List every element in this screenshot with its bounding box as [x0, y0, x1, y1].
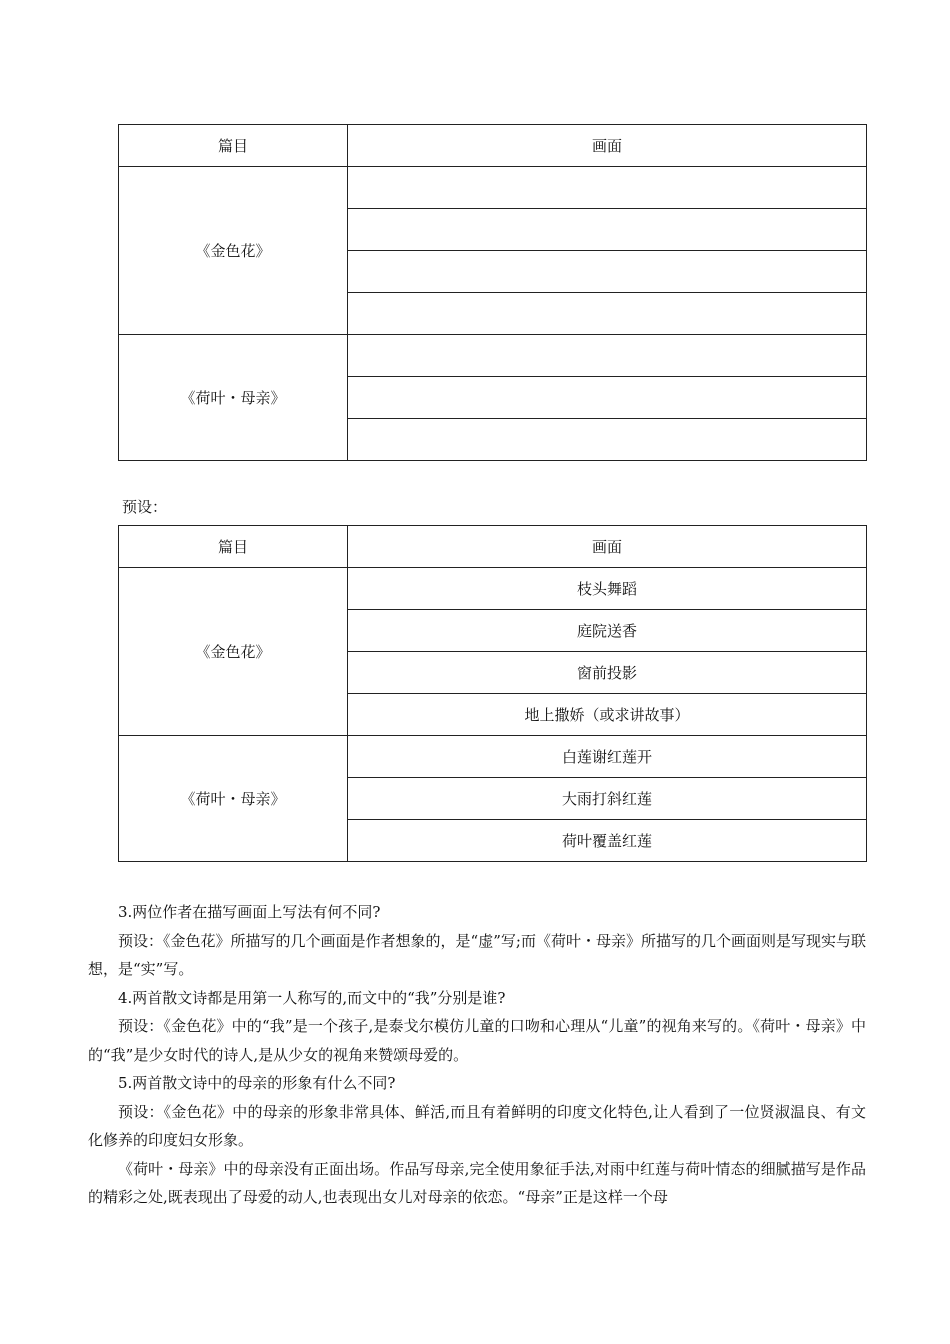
scene-cell: 窗前投影 [348, 652, 867, 694]
blank-answer-cell [348, 377, 867, 419]
answer-5-continued: 《荷叶・母亲》中的母亲没有正面出场。作品写母亲,完全使用象征手法,对雨中红莲与荷叶情态的细腻描写是作品的精彩之处,既表现出了母爱的动人,也表现出女儿对母亲的依恋。“母亲”正是这样一个母 [88, 1159, 866, 1206]
section-title-cell: 《荷叶・母亲》 [119, 335, 348, 461]
blank-answer-cell [348, 335, 867, 377]
header-scene-cell: 画面 [348, 526, 867, 568]
scene-cell: 枝头舞蹈 [348, 568, 867, 610]
table-row [119, 568, 867, 610]
header-title-cell: 篇目 [119, 526, 348, 568]
scene-cell: 地上撒娇（或求讲故事） [348, 694, 867, 736]
question-5: 5.两首散文诗中的母亲的形象有什么不同? [118, 1074, 396, 1092]
answer-3: 预设：《金色花》所描写的几个画面是作者想象的，是“虚”写;而《荷叶・母亲》所描写的几个画面则是写现实与联想，是“实”写。 [88, 931, 866, 978]
question-4: 4.两首散文诗都是用第一人称写的,而文中的“我”分别是谁? [118, 988, 506, 1007]
table-header-row [119, 526, 867, 568]
scene-cell: 荷叶覆盖红莲 [348, 820, 867, 862]
blank-answer-cell [348, 167, 867, 209]
table-row [119, 736, 867, 778]
question-3: 3.两位作者在描写画面上写法有何不同? [118, 903, 381, 921]
blank-answer-cell [348, 419, 867, 461]
scene-cell: 白莲谢红莲开 [348, 736, 867, 778]
body-text [88, 898, 866, 1212]
blank-answer-cell [348, 209, 867, 251]
preset-label: 预设： [122, 498, 168, 516]
table-header-row [119, 125, 867, 167]
blank-answer-cell [348, 251, 867, 293]
table-row [119, 167, 867, 209]
section-title-cell: 《金色花》 [119, 167, 348, 335]
scene-cell: 大雨打斜红莲 [348, 778, 867, 820]
header-title-cell: 篇目 [119, 125, 348, 167]
blank-worksheet-table [118, 124, 867, 461]
header-scene-cell: 画面 [348, 125, 867, 167]
section-title-cell: 《金色花》 [119, 568, 348, 736]
preset-answer-table [118, 525, 867, 862]
blank-answer-cell [348, 293, 867, 335]
section-title-cell: 《荷叶・母亲》 [119, 736, 348, 862]
answer-4: 预设：《金色花》中的“我”是一个孩子,是泰戈尔模仿儿童的口吻和心理从“儿童”的视角来写的。《荷叶・母亲》中的“我”是少女时代的诗人,是从少女的视角来赞颂母爱的。 [88, 1017, 866, 1064]
answer-5: 预设：《金色花》中的母亲的形象非常具体、鲜活,而且有着鲜明的印度文化特色,让人看到了一位贤淑温良、有文化修养的印度妇女形象。 [88, 1102, 866, 1149]
table-row [119, 335, 867, 377]
scene-cell: 庭院送香 [348, 610, 867, 652]
